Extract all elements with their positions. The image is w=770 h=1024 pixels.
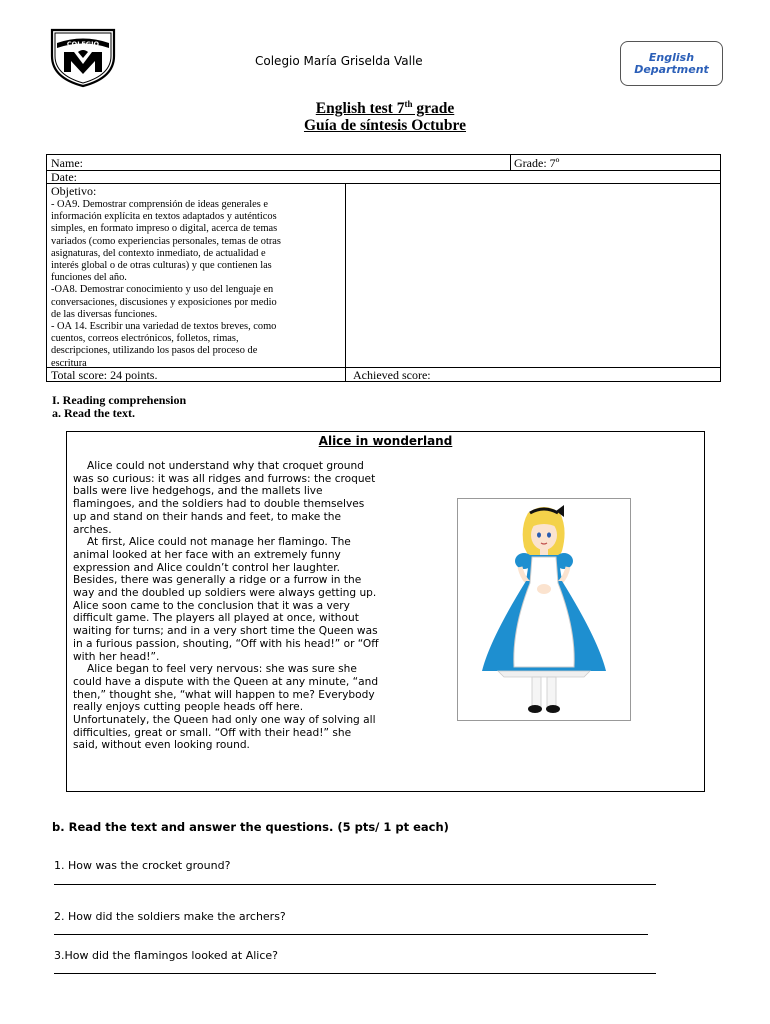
section-reading-heading: I. Reading comprehension [52, 393, 187, 407]
objective-line: información explícita en textos adaptados y auténticos [51, 211, 277, 223]
question-3: 3.How did the flamingos looked at Alice? [54, 949, 278, 962]
objective-label: Objetivo: [51, 184, 97, 198]
objective-line: variados (como experiencias personales, temas de otras [51, 235, 281, 247]
section-questions-heading: b. Read the text and answer the questions. (5 pts/ 1 pt each) [52, 820, 449, 834]
date-label: Date: [51, 170, 77, 184]
answer-line-1[interactable] [54, 884, 656, 885]
title-sup: th [404, 99, 413, 109]
objective-line: asignaturas, del contexto inmediato, de actualidad e [51, 247, 266, 259]
department-line1: English [648, 51, 695, 64]
achieved-score: Achieved score: [353, 368, 431, 382]
department-badge [620, 41, 723, 86]
answer-line-3[interactable] [54, 973, 656, 974]
objective-line: -OA8. Demostrar conocimiento y uso del lenguaje en [51, 284, 274, 296]
objective-line: descripciones, utilizando los pasos del proceso de [51, 345, 258, 357]
story-title: Alice in wonderland [318, 434, 453, 448]
question-2: 2. How did the soldiers make the archers? [54, 910, 286, 923]
objectives-list [51, 199, 343, 370]
answer-line-2[interactable] [54, 934, 648, 935]
objective-line: interés global o de otras culturas) y que contienen las [51, 260, 272, 272]
total-score: Total score: 24 points. [51, 368, 158, 382]
story-paragraph: At first, Alice could not manage her flamingo. The animal looked at her face with an extremely funny expression and Alice couldn’t control her laughter. Besides, there was generally a ridge or a furrow in the way and the doubled up soldiers were always getting up. Alice soon came to the conclusion that it was a very difficult game. The players all played at once, without waiting for turns; and in a very short time the Queen was in a furious passion, shouting, “Off with his head!” or “Off with her head!”. [73, 536, 379, 663]
section-reading-sub: a. Read the text. [52, 406, 135, 420]
reading-box [66, 431, 705, 792]
story-paragraph: Alice began to feel very nervous: she was sure she could have a dispute with the Queen at any minute, “and then,” thought she, “what will happen to me? Everybody really enjoys cutting people heads off here. Unfortunately, the Queen had only one way of solving all difficulties, great or small. “Off with their head!” she said, without even looking round. [73, 663, 379, 752]
objective-line: de las diversas funciones. [51, 308, 158, 320]
alice-picture-frame [457, 498, 631, 721]
objective-line: cuentos, correos electrónicos, folletos, rimas, [51, 333, 239, 345]
objective-line: - OA 14. Escribir una variedad de textos breves, como [51, 321, 277, 333]
objective-line: funciones del año. [51, 272, 127, 284]
name-label: Name: [51, 156, 83, 170]
department-line2: Department [634, 63, 709, 76]
test-title [0, 99, 770, 118]
story-text [73, 460, 379, 752]
objective-line: escritura [51, 357, 87, 369]
title-post: grade [412, 100, 455, 118]
info-table [46, 154, 721, 382]
school-crest-logo [48, 26, 118, 88]
school-name: Colegio María Griselda Valle [255, 54, 423, 68]
alice-illustration [458, 499, 630, 720]
objective-line: simples, en formato impreso o digital, acerca de temas [51, 223, 278, 235]
crest-text: COLEGIO [66, 40, 100, 48]
objective-line: conversaciones, discusiones y exposiciones por medio [51, 296, 277, 308]
test-subtitle: Guía de síntesis Octubre [303, 117, 467, 134]
objective-line: - OA9. Demostrar comprensión de ideas generales e [51, 199, 268, 210]
grade-label: Grade: 7º [514, 156, 560, 170]
title-pre: English test 7 [315, 100, 405, 118]
story-paragraph: Alice could not understand why that croquet ground was so curious: it was all ridges and furrows: the croquet balls were live hedgehogs, and the mallets live flamingoes, and the soldiers had to double themselves up and stand on their hands and feet, to make the arches. [73, 460, 376, 536]
question-1: 1. How was the crocket ground? [54, 859, 231, 872]
